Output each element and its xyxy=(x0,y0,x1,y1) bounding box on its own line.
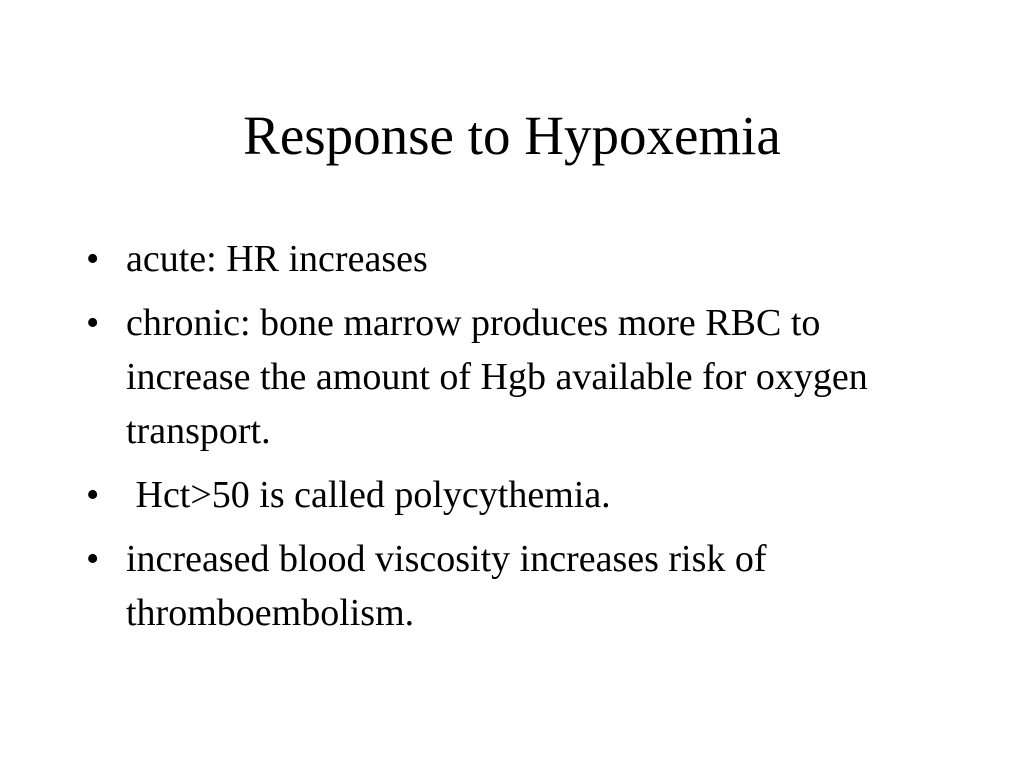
bullet-list xyxy=(86,232,946,650)
bullet-text: chronic: bone marrow produces more RBC to increase the amount of Hgb available for oxygen transport. xyxy=(126,302,868,452)
bullet-item-acute xyxy=(86,232,946,286)
bullet-item-viscosity xyxy=(86,532,946,640)
bullet-icon: • xyxy=(86,474,100,516)
bullet-item-polycythemia xyxy=(86,468,946,522)
bullet-text: acute: HR increases xyxy=(126,238,428,280)
bullet-icon: • xyxy=(86,538,100,580)
bullet-text: Hct>50 is called polycythemia. xyxy=(126,474,611,516)
bullet-item-chronic xyxy=(86,296,946,458)
bullet-icon: • xyxy=(86,302,100,344)
bullet-text: increased blood viscosity increases risk of thromboembolism. xyxy=(126,538,767,634)
slide-title: Response to Hypoxemia xyxy=(243,105,781,166)
bullet-icon: • xyxy=(86,238,100,280)
